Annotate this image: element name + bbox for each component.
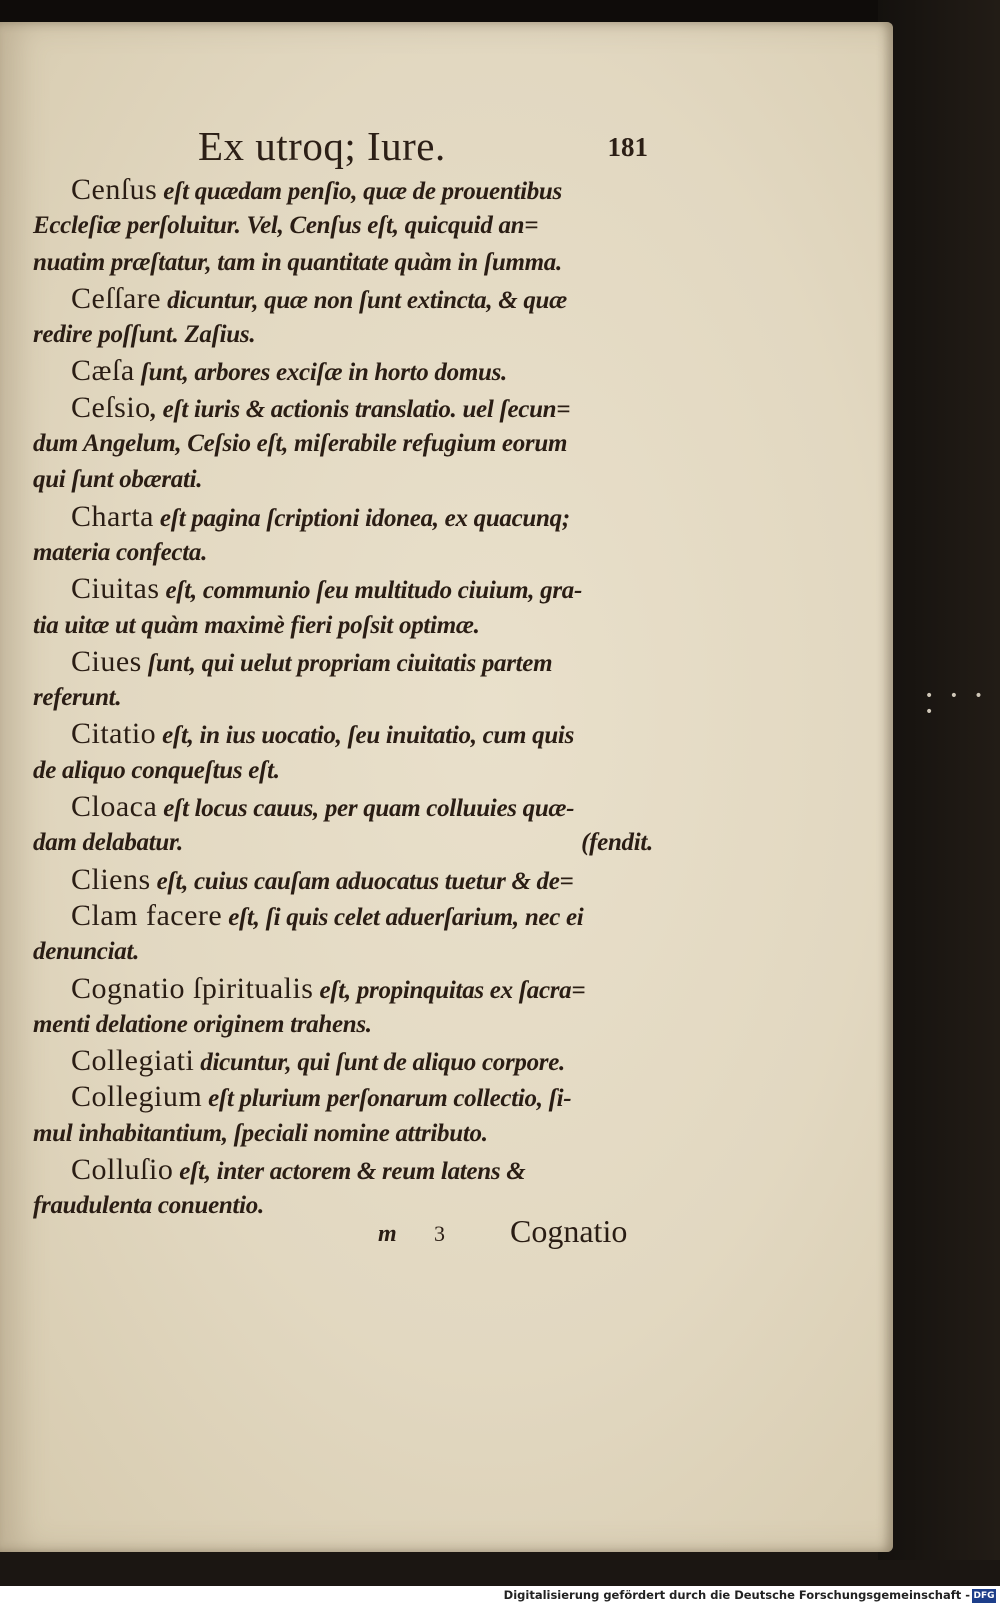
text-line (33, 971, 653, 1007)
text-line (33, 1116, 653, 1152)
text-line (33, 1079, 653, 1115)
definition-text: tia uitæ ut quàm maximè fieri poſsit optimæ. (33, 611, 480, 639)
text-line (33, 1007, 653, 1043)
text-line (33, 281, 653, 317)
definition-text: eſt, propinquitas ex ſacra= (313, 976, 586, 1004)
definition-text: dicuntur, qui ſunt de aliquo corpore. (194, 1049, 565, 1077)
lemma-term: Collegium (71, 1080, 203, 1114)
definition-text: ſunt, qui uelut propriam ciuitatis partem (141, 649, 553, 677)
line-content (71, 898, 584, 932)
definition-text: dum Angelum, Ceſsio eſt, miſerabile refugium eorum (33, 430, 568, 458)
definition-text: eſt, communio ſeu multitudo ciuium, gra- (159, 577, 582, 605)
line-content (33, 212, 538, 239)
line-content (33, 466, 202, 493)
dfg-logo: DFG (973, 1591, 995, 1601)
text-line (33, 862, 653, 898)
definition-text: eſt plurium perſonarum collectio, ſi- (202, 1085, 572, 1113)
signature-number: 3 (434, 1221, 445, 1246)
line-content (71, 354, 507, 388)
line-content (33, 612, 480, 639)
running-title: Ex utroq; Iure. (198, 123, 446, 169)
line-content (71, 390, 571, 424)
text-line (33, 608, 653, 644)
lemma-term: Citatio (71, 717, 157, 751)
definition-text: redire poſſunt. Zaſius. (33, 321, 256, 349)
definition-text: nuatim præſtatur, tam in quantitate quàm in ſumma. (33, 248, 562, 276)
folio-number: 181 (607, 132, 648, 162)
text-line (33, 535, 653, 571)
text-line (33, 245, 653, 281)
line-content (71, 1080, 572, 1114)
definition-text: eſt, inter actorem & reum latens & (173, 1158, 526, 1186)
definition-text: qui ſunt obærati. (33, 466, 203, 494)
catchword: Cognatio (510, 1213, 628, 1249)
text-line (33, 462, 653, 498)
line-content (33, 321, 255, 348)
line-content (71, 1153, 526, 1187)
text-line (33, 644, 653, 680)
line-content (71, 281, 567, 315)
signature-mark: m (378, 1221, 397, 1247)
text-line (33, 499, 653, 535)
credit-text: Digitalisierung gefördert durch die Deutsche Forschungsgemeinschaft - (503, 1588, 970, 1602)
lemma-term: Ciues (71, 644, 142, 678)
definition-text: eſt, ſi quis celet aduerſarium, nec ei (222, 903, 584, 931)
definition-text: materia confecta. (33, 538, 208, 566)
text-line (33, 825, 653, 861)
definition-text: eſt pagina ſcriptioni idonea, ex quacunq; (153, 504, 570, 532)
line-content (71, 173, 562, 206)
lemma-term: Ciuitas (71, 572, 160, 606)
line-content (71, 499, 570, 533)
definition-text: eſt locus cauus, per quam colluuies quæ- (157, 795, 575, 823)
edge-dots: • • • • (925, 688, 989, 720)
line-content (33, 684, 121, 711)
text-line (33, 353, 653, 389)
text-line (33, 317, 653, 353)
definition-text: eſt, cuius cauſam aduocatus tuetur & de= (150, 867, 574, 895)
line-content (71, 1044, 565, 1078)
lemma-term: Cliens (71, 862, 151, 896)
line-content (33, 825, 183, 861)
page-header (198, 122, 648, 170)
lemma-term: Charta (71, 499, 154, 533)
text-line (33, 172, 653, 208)
credit-bar (0, 1586, 1000, 1607)
definition-text: referunt. (33, 684, 122, 712)
text-line (33, 789, 653, 825)
turnover-text: (fendit. (581, 829, 653, 857)
text-line (33, 716, 653, 752)
text-line (33, 1043, 653, 1079)
line-content (71, 971, 586, 1005)
text-line (33, 898, 653, 934)
lemma-term: Cognatio ſpiritualis (71, 971, 314, 1005)
line-content (33, 1192, 264, 1219)
line-content (71, 572, 582, 606)
page-footer (378, 1213, 648, 1257)
line-content (33, 938, 139, 965)
definition-text: Eccleſiæ perſoluitur. Vel, Cenſus eſt, quicquid an= (33, 212, 539, 240)
lemma-term: Cloaca (71, 790, 158, 824)
text-line (33, 680, 653, 716)
definition-text: eſt quædam penſio, quæ de prouentibus (157, 178, 562, 205)
text-line (33, 426, 653, 462)
definition-text: dicuntur, quæ non ſunt extincta, & quæ (161, 286, 567, 314)
lemma-term: Collegiati (71, 1044, 195, 1078)
definition-text: ſunt, arbores exciſæ in horto domus. (134, 359, 507, 387)
definition-text: menti delatione originem trahens. (33, 1010, 372, 1038)
line-content (33, 539, 207, 566)
lemma-term: Ceſſare (71, 281, 162, 315)
page-body-text (33, 172, 653, 1225)
lemma-term: Cenſus (71, 173, 158, 206)
text-line (33, 571, 653, 607)
line-content (71, 790, 575, 824)
lemma-term: Ceſsio (71, 390, 151, 424)
lemma-term: Cæſa (71, 354, 135, 388)
text-line (33, 934, 653, 970)
line-content (33, 757, 280, 784)
definition-text: fraudulenta conuentio. (33, 1192, 264, 1220)
definition-text: dam delabatur. (33, 829, 183, 857)
text-line (33, 390, 653, 426)
definition-text: de aliquo conqueſtus eſt. (33, 756, 280, 784)
line-content (33, 249, 562, 276)
line-content (33, 1011, 372, 1038)
scan-background-right (878, 0, 1000, 1560)
definition-text: denunciat. (33, 938, 140, 966)
lemma-term: Colluſio (71, 1153, 174, 1187)
line-content (71, 717, 574, 751)
text-line (33, 208, 653, 244)
definition-text: eſt, in ius uocatio, ſeu inuitatio, cum quis (156, 722, 574, 750)
line-content (71, 644, 553, 678)
definition-text: mul inhabitantium, ſpeciali nomine attributo. (33, 1119, 488, 1147)
text-line (33, 1152, 653, 1188)
lemma-term: Clam facere (71, 898, 223, 932)
line-content (33, 1120, 488, 1147)
line-content (71, 862, 574, 896)
line-content (33, 430, 567, 457)
text-line (33, 753, 653, 789)
definition-text: , eſt iuris & actionis translatio. uel ſecun= (150, 395, 571, 423)
